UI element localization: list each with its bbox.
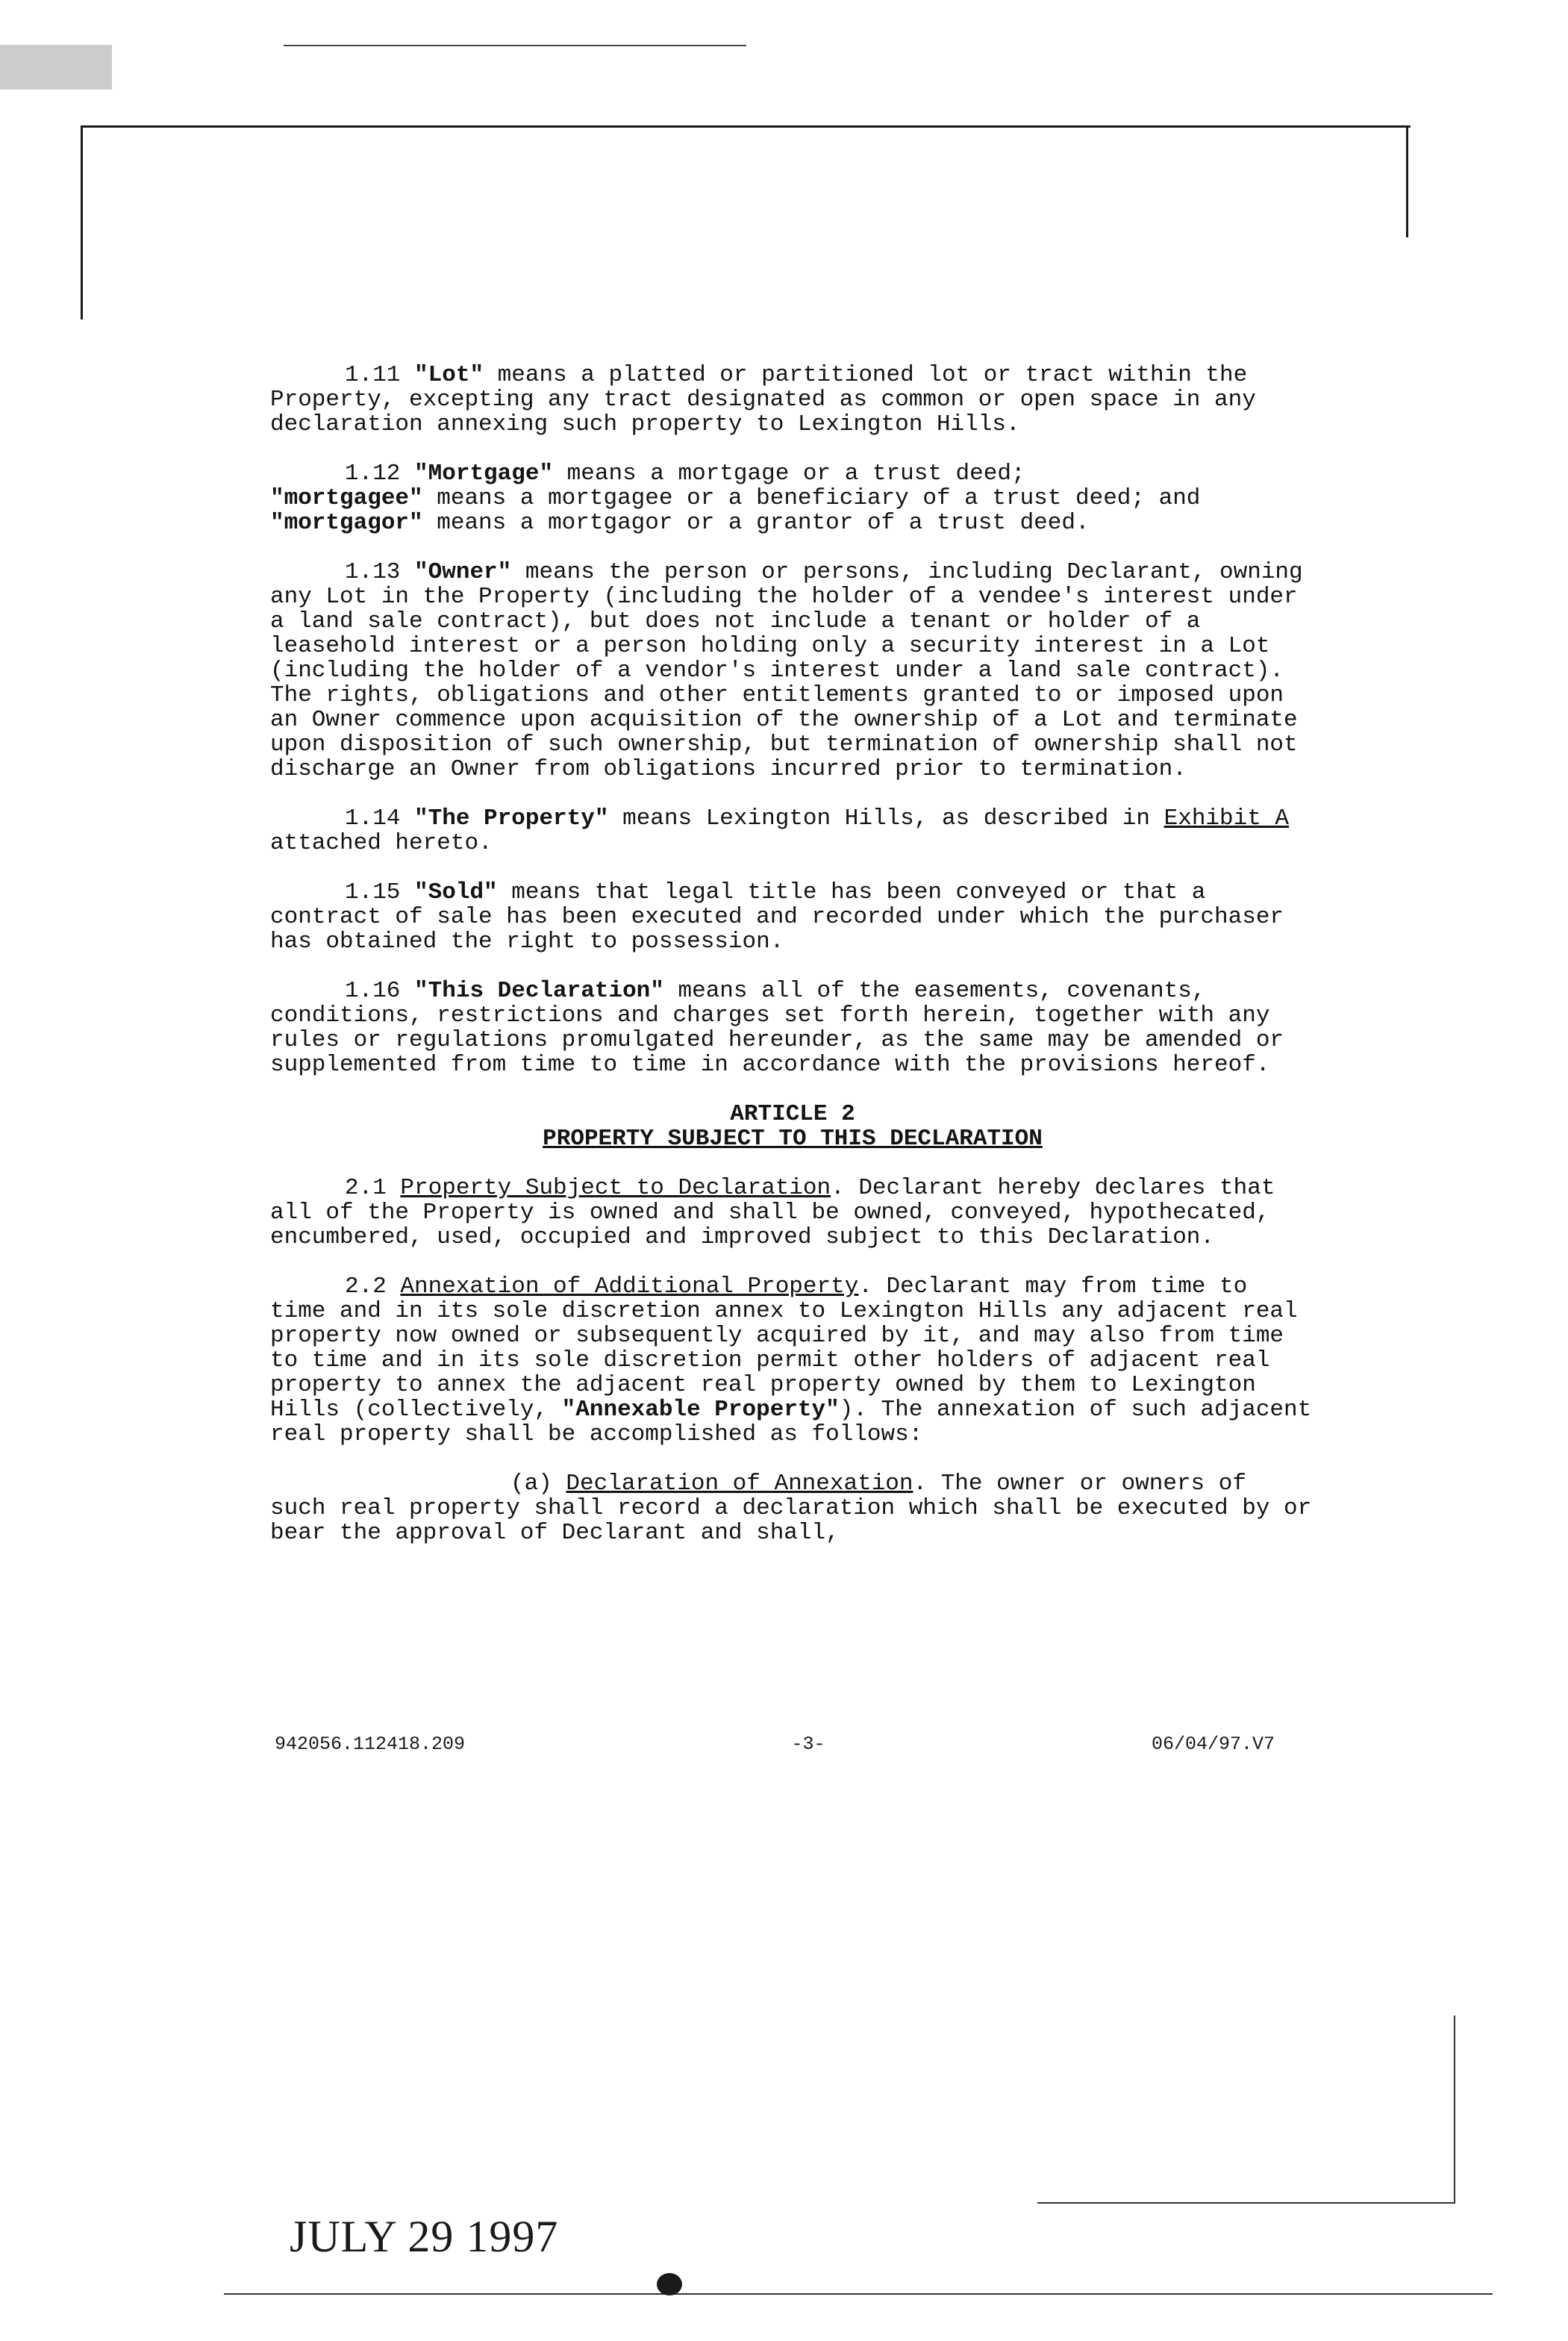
- section-text: means the person or persons, including Declarant, owning any Lot in the Property (including the holder of a vendee's interest under a land sale contract), but does not include a tenant or holder of a leasehold interest or a person holding only a security interest in a Lot (including the holder of a vendor's interest under a land sale contract). The rights, obligations and other entitlements granted to or imposed upon an Owner commence upon acquisition of the ownership of a Lot and terminate upon disposition of such ownership, but termination of ownership shall not discharge an Owner from obligations incurred prior to termination.: [270, 559, 1303, 782]
- section-number: 1.12: [345, 461, 401, 487]
- defined-term: "Mortgage": [414, 461, 554, 487]
- defined-term: "The Property": [414, 805, 609, 832]
- article-heading: [270, 1102, 1315, 1151]
- section-text: attached hereto.: [270, 830, 493, 856]
- section-text: means all of the easements, covenants, conditions, restrictions and charges set forth herein, together with any rules or regulations promulgated hereunder, as the same may be amended or supplemented from time to time in accordance with the provisions hereof.: [270, 978, 1284, 1078]
- section-number: 1.16: [345, 978, 401, 1004]
- section-title: Declaration of Annexation: [566, 1471, 913, 1497]
- defined-term: "Sold": [414, 879, 498, 905]
- section-2-2: [270, 1274, 1315, 1447]
- section-1-12: [270, 461, 1315, 535]
- scan-bottom-rule: [1037, 2202, 1455, 2204]
- defined-term: "mortgagee": [270, 485, 423, 511]
- section-text: means that legal title has been conveyed or that a contract of sale has been executed and recorded under which the purchaser has obtained the right to possession.: [270, 879, 1284, 955]
- section-title: Property Subject to Declaration: [400, 1175, 831, 1201]
- scan-border-left: [81, 125, 83, 319]
- defined-term: "mortgagor": [270, 510, 423, 536]
- section-1-13: [270, 560, 1315, 782]
- document-version: 06/04/97.V7: [1151, 1733, 1275, 1755]
- scan-speck: [657, 2273, 682, 2295]
- section-text: means a mortgagee or a beneficiary of a trust deed; and: [422, 485, 1201, 511]
- section-text: . Declarant hereby declares that all of the Property is owned and shall be owned, conveyed, hypothecated, encumbered, used, occupied and improved subject to this Declaration.: [270, 1175, 1275, 1250]
- document-id: 942056.112418.209: [275, 1733, 466, 1755]
- section-text: . Declarant may from time to time and in its sole discretion annex to Lexington Hills any adjacent real property now owned or subsequently acquired by it, and may also from time to time and in its sole discretion permit other holders of adjacent real property to annex the adjacent real property owned by them to Lexington Hills (collectively,: [270, 1274, 1298, 1423]
- date-stamp: JULY 29 1997: [290, 2212, 559, 2261]
- section-number: 1.14: [345, 805, 401, 832]
- scan-border-right: [1406, 125, 1408, 237]
- exhibit-reference: Exhibit A: [1163, 805, 1290, 832]
- section-number: 1.13: [345, 559, 401, 585]
- section-title: Annexation of Additional Property: [400, 1274, 859, 1300]
- scan-edge-top: [284, 45, 746, 46]
- page-footer: [275, 1733, 1275, 1755]
- subsection-label: (a): [510, 1471, 552, 1497]
- section-text: means Lexington Hills, as described in: [608, 805, 1164, 832]
- section-text: means a mortgage or a trust deed;: [553, 461, 1025, 487]
- article-number: ARTICLE 2: [730, 1101, 855, 1127]
- article-title: PROPERTY SUBJECT TO THIS DECLARATION: [543, 1126, 1043, 1152]
- section-text: means a platted or partitioned lot or tract within the Property, excepting any tract designated as common or open space in any declaration annexing such property to Lexington Hills.: [270, 362, 1256, 437]
- defined-term: "Annexable Property": [561, 1397, 840, 1423]
- defined-term: "Owner": [414, 559, 512, 585]
- defined-term: "Lot": [414, 362, 484, 388]
- scan-border-top: [82, 125, 1411, 128]
- defined-term: "This Declaration": [414, 978, 664, 1004]
- section-1-14: [270, 806, 1315, 855]
- page-number: -3-: [791, 1733, 825, 1755]
- section-number: 1.11: [345, 362, 401, 388]
- scan-speck-top: [0, 45, 112, 90]
- section-number: 2.2: [345, 1274, 387, 1300]
- section-1-11: [270, 363, 1315, 437]
- section-number: 1.15: [345, 879, 401, 905]
- section-1-15: [270, 880, 1315, 954]
- section-2-1: [270, 1176, 1315, 1250]
- scan-right-rule: [1454, 2016, 1455, 2202]
- section-text: means a mortgagor or a grantor of a trust deed.: [422, 510, 1090, 536]
- section-text: . The owner or owners of such real property shall record a declaration which shall be executed by or bear the approval of Declarant and shall,: [270, 1471, 1312, 1546]
- section-2-2-a: [270, 1471, 1315, 1545]
- section-number: 2.1: [345, 1175, 387, 1201]
- section-1-16: [270, 979, 1315, 1077]
- document-body: [270, 363, 1315, 1570]
- section-text: ). The annexation of such adjacent real property shall be accomplished as follows:: [270, 1397, 1312, 1447]
- scan-bottom-edge: [224, 2293, 1493, 2295]
